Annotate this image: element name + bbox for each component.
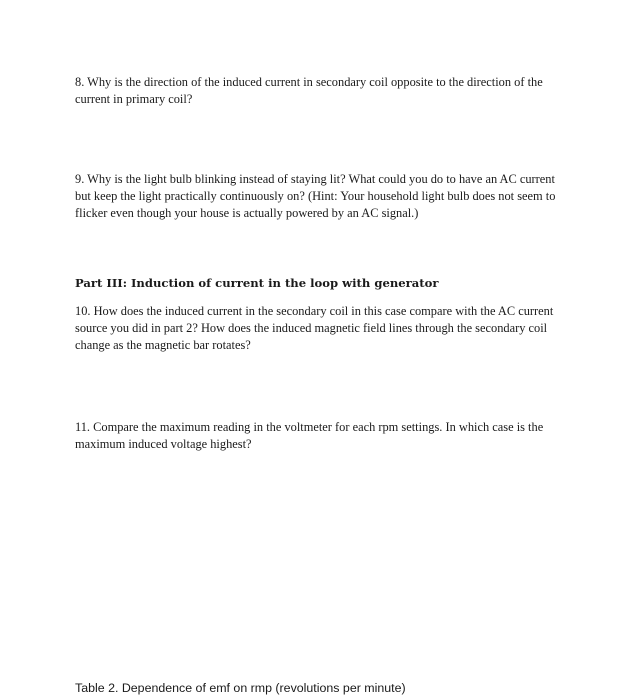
part-3-heading: Part III: Induction of current in the loop with generator <box>75 276 439 290</box>
question-11: 11. Compare the maximum reading in the voltmeter for each rpm settings. In which case is the maximum induced voltage highest? <box>75 420 544 451</box>
question-8: 8. Why is the direction of the induced current in secondary coil opposite to the direction of the current in primary coil? <box>75 75 543 106</box>
question-10: 10. How does the induced current in the secondary coil in this case compare with the AC current source you did in part 2? How does the induced magnetic field lines through the secondary coil change as the magnetic bar rotates? <box>75 304 554 352</box>
table-2-caption: Table 2. Dependence of emf on rmp (revolutions per minute) <box>75 681 406 695</box>
question-9: 9. Why is the light bulb blinking instead of staying lit? What could you do to have an AC current but keep the light practically continuously on? (Hint: Your household light bulb does not seem to flicker even though your house is actually powered by an AC signal.) <box>75 172 556 220</box>
